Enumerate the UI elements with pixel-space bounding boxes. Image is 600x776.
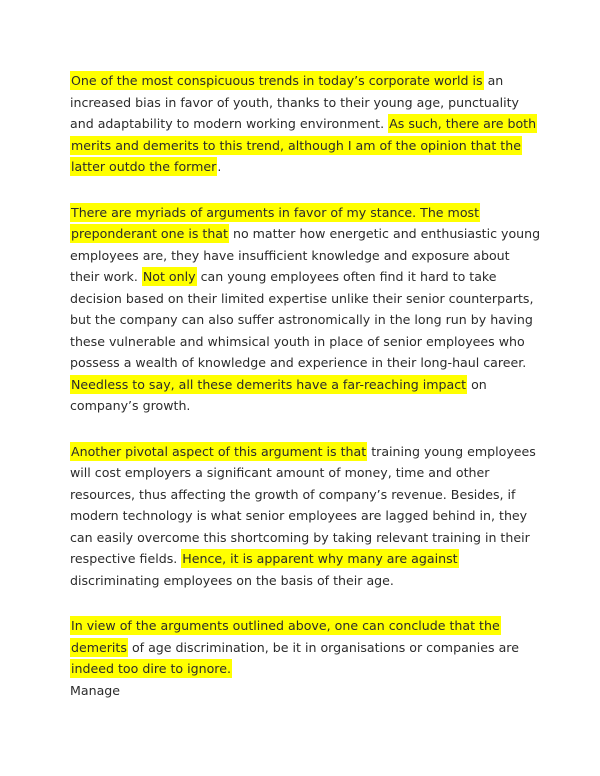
highlighted-text: merits and demerits to this trend, although I am of the opinion that the [71,137,521,153]
highlighted-text: There are myriads of arguments in favor of my stance. The most [71,204,480,220]
highlighted-text: preponderant one is that [71,226,228,241]
text-line [70,92,540,114]
text-segment: possess a wealth of knowledge and experience in their long-haul career. [70,355,527,370]
paragraph-3 [70,441,540,592]
highlighted-text: latter outdo the former [71,159,217,174]
text-line [70,331,540,353]
text-segment: of age discrimination, be it in organisations or companies are [127,639,519,655]
text-segment: discriminating employees on the basis of their age. [70,572,394,588]
text-line [70,505,540,527]
text-line [70,70,540,92]
text-segment: respective fields. [70,551,182,566]
highlighted-text: One of the most conspicuous trends in today’s corporate world is [71,73,483,88]
text-line [70,202,540,224]
text-segment: employees are, they have insufficient knowledge and exposure about [70,247,510,263]
highlighted-text: indeed too dire to ignore. [71,661,231,676]
paragraph-1 [70,70,540,178]
text-segment: on [467,376,487,392]
text-line [70,352,540,374]
text-segment: company’s growth. [70,398,191,413]
text-segment: but the company can also suffer astronomically in the long run by having [70,312,533,327]
text-line [70,223,540,245]
highlighted-text: Needless to say, all these demerits have a far-reaching impact [71,376,467,392]
text-line [70,462,540,484]
text-segment: an [483,73,504,88]
highlighted-text: In view of the arguments outlined above, one can conclude that the [71,618,500,633]
text-segment: training young employees [367,443,536,459]
text-segment: and adaptability to modern working environment. [70,116,389,131]
text-line [70,570,540,592]
text-line [70,637,540,659]
text-segment: their work. [70,269,142,284]
text-line [70,113,540,135]
highlighted-text: demerits [71,639,127,655]
text-line [70,288,540,310]
text-line [70,266,540,288]
text-line [70,527,540,549]
text-segment: can easily overcome this shortcoming by taking relevant training in their [70,529,530,545]
highlighted-text: Another pivotal aspect of this argument is that [71,443,367,459]
manage-link[interactable]: Manage [70,682,121,698]
text-segment: resources, thus affecting the growth of company’s revenue. Besides, if [70,486,516,502]
text-line [70,441,540,463]
highlighted-text: Not only [142,269,196,284]
paragraph-4 [70,615,540,680]
text-line [70,309,540,331]
text-segment: no matter how energetic and enthusiastic young [228,226,541,241]
text-segment: increased bias in favor of youth, thanks to their young age, punctuality [70,94,519,110]
text-line [70,135,540,157]
text-line [70,615,540,637]
text-line [70,484,540,506]
text-segment: can young employees often find it hard to take [196,269,497,284]
text-line [70,156,540,178]
text-segment: modern technology is what senior employees are lagged behind in, they [70,508,528,523]
text-segment: . [217,159,222,174]
document-page [70,70,540,701]
text-segment: these vulnerable and whimsical youth in place of senior employees who [70,333,525,349]
text-segment: will cost employers a significant amount of money, time and other [70,465,490,480]
paragraph-2 [70,202,540,417]
highlighted-text: Hence, it is apparent why many are against [182,551,458,566]
text-line [70,245,540,267]
text-line [70,658,540,680]
document-body [70,70,540,680]
text-line [70,395,540,417]
text-segment: decision based on their limited expertise unlike their senior counterparts, [70,290,534,306]
text-line [70,548,540,570]
text-line [70,374,540,396]
highlighted-text: As such, there are both [389,116,537,131]
